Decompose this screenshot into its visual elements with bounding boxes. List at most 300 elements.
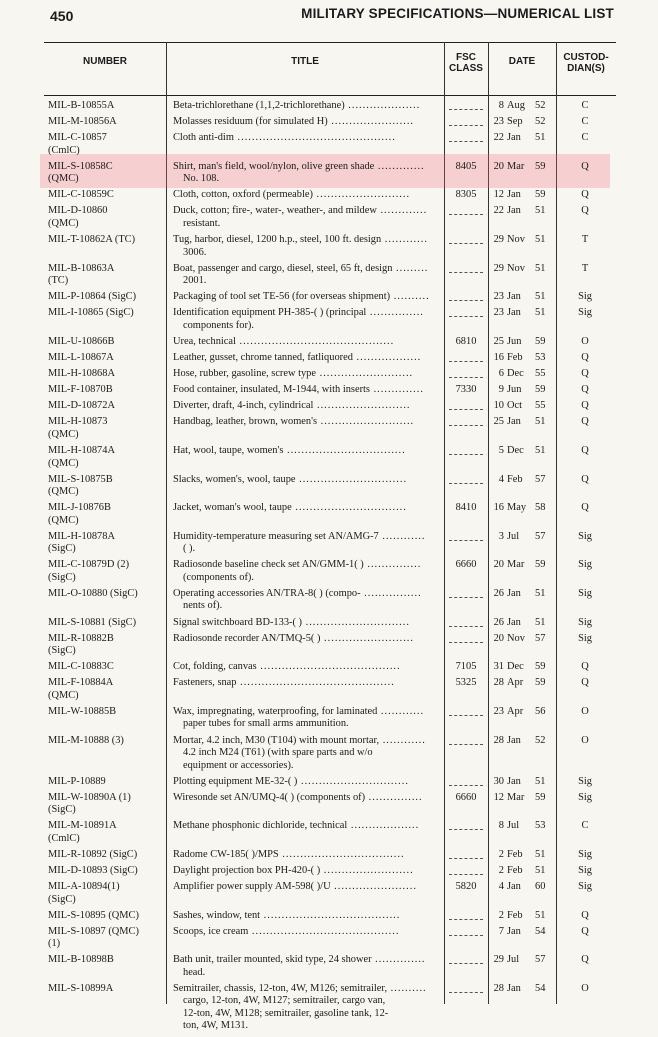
fsc-class bbox=[449, 474, 483, 484]
spec-number bbox=[48, 205, 164, 230]
spec-date bbox=[490, 234, 552, 247]
table-row bbox=[0, 706, 658, 735]
date-day: 10 bbox=[493, 400, 504, 412]
spec-number bbox=[48, 926, 164, 951]
spec-title bbox=[173, 881, 441, 894]
spec-number-line: (QMC) bbox=[48, 486, 79, 498]
leader-dots: ........................................... bbox=[236, 677, 395, 689]
table-row bbox=[0, 234, 658, 263]
leader-dots: .......................... bbox=[312, 189, 411, 201]
leader-dots: .............. bbox=[369, 384, 424, 396]
leader-dots: .......... bbox=[387, 982, 427, 994]
fsc-class bbox=[449, 531, 483, 541]
spec-title-text: Cloth anti-dim bbox=[173, 132, 234, 144]
date-month: Feb bbox=[507, 865, 523, 876]
spec-number bbox=[48, 588, 164, 601]
leader-dots: ............................... bbox=[291, 502, 407, 514]
spec-title-text: Daylight projection box PH-420-( ) bbox=[173, 865, 321, 876]
spec-number-line: MIL-S-10895 (QMC) bbox=[48, 909, 139, 921]
date-day: 23 bbox=[493, 116, 504, 128]
leader-dots: ................ bbox=[360, 587, 422, 599]
spec-title-text: (components of). bbox=[183, 571, 254, 583]
date-year: 54 bbox=[535, 982, 546, 994]
date-day: 4 bbox=[498, 881, 504, 893]
spec-date bbox=[490, 474, 552, 487]
spec-title-line bbox=[173, 205, 441, 218]
spec-title-text: Radiosonde recorder AN/TMQ-5( ) bbox=[173, 632, 321, 644]
date-year: 52 bbox=[535, 116, 546, 128]
custodian: O bbox=[581, 335, 589, 347]
table-row bbox=[0, 132, 658, 161]
spec-number-line: MIL-L-10867A bbox=[48, 352, 114, 364]
spec-number bbox=[48, 559, 164, 584]
spec-number-line: (QMC) bbox=[48, 173, 79, 185]
spec-title-line bbox=[173, 849, 441, 862]
spec-number-line: MIL-C-10859C bbox=[48, 189, 114, 201]
table-row bbox=[0, 400, 658, 416]
spec-number-line: (QMC) bbox=[48, 457, 79, 469]
date-month: Jan bbox=[507, 416, 521, 428]
leader-dots: ............... bbox=[366, 307, 424, 319]
table-row bbox=[0, 910, 658, 926]
leader-dots: ............... bbox=[363, 559, 422, 571]
fsc-class bbox=[449, 983, 483, 993]
spec-number-line: (SigC) bbox=[48, 543, 76, 555]
spec-number-line: (QMC) bbox=[48, 217, 79, 229]
spec-number-line: MIL-P-10889 bbox=[48, 775, 106, 787]
leader-dots: ............................. bbox=[302, 616, 410, 628]
date-day: 28 bbox=[493, 982, 504, 994]
custodian: Q bbox=[581, 189, 589, 201]
spec-number bbox=[48, 384, 164, 397]
fsc-class bbox=[449, 291, 483, 301]
date-year: 51 bbox=[535, 848, 546, 860]
date-year: 60 bbox=[535, 881, 546, 893]
leader-dots: ............... bbox=[365, 791, 423, 803]
custodian: Sig bbox=[578, 616, 592, 628]
spec-title-text: Jacket, woman's wool, taupe bbox=[173, 502, 292, 514]
date-year: 59 bbox=[535, 160, 546, 172]
table-row bbox=[0, 161, 658, 190]
date-day: 12 bbox=[493, 189, 504, 201]
spec-date bbox=[490, 983, 552, 996]
spec-number-line: (SigC) bbox=[48, 645, 76, 657]
fsc-class bbox=[449, 400, 483, 410]
fsc-class bbox=[449, 116, 483, 126]
spec-title-line bbox=[173, 910, 441, 923]
custodian: O bbox=[581, 982, 589, 994]
spec-title-line bbox=[173, 600, 441, 613]
leader-dots: .............................. bbox=[297, 775, 409, 787]
leader-dots: ......... bbox=[392, 262, 429, 274]
spec-title-line bbox=[173, 352, 441, 365]
fsc-class bbox=[449, 865, 483, 875]
spec-title-text: Tug, harbor, diesel, 1200 h.p., steel, 100 ft. design bbox=[173, 234, 382, 246]
date-year: 51 bbox=[535, 587, 546, 599]
spec-title-line bbox=[173, 559, 441, 572]
spec-number-line: MIL-F-10870B bbox=[48, 384, 113, 396]
spec-date bbox=[490, 735, 552, 748]
spec-title-text: paper tubes for small arms ammunition. bbox=[183, 718, 349, 730]
spec-number bbox=[48, 100, 164, 113]
fsc-class bbox=[449, 926, 483, 936]
date-month: Jan bbox=[507, 616, 521, 628]
spec-title-text: ton, 4W, M131. bbox=[183, 1020, 249, 1032]
spec-number bbox=[48, 189, 164, 202]
spec-title-text: Beta-trichlorethane (1,1,2-trichlorethane) bbox=[173, 100, 345, 111]
leader-dots: ............ bbox=[379, 734, 426, 746]
date-day: 16 bbox=[493, 352, 504, 364]
spec-title-line bbox=[173, 633, 441, 646]
spec-number-line: MIL-S-10875B bbox=[48, 473, 113, 485]
custodian: Sig bbox=[578, 559, 592, 571]
date-month: Feb bbox=[507, 473, 523, 485]
spec-title-text: Wiresonde set AN/UMQ-4( ) (components of) bbox=[173, 791, 366, 803]
date-year: 57 bbox=[535, 530, 546, 542]
date-year: 55 bbox=[535, 368, 546, 380]
table-row bbox=[0, 954, 658, 983]
spec-title bbox=[173, 502, 441, 515]
column-header-title: TITLE bbox=[291, 56, 319, 67]
table-row bbox=[0, 189, 658, 205]
date-day: 28 bbox=[493, 677, 504, 689]
spec-number bbox=[48, 617, 164, 630]
date-day: 9 bbox=[498, 384, 504, 396]
fsc-class bbox=[449, 849, 483, 859]
table-row bbox=[0, 205, 658, 234]
spec-number-line: (CmlC) bbox=[48, 144, 80, 156]
column-header-date: DATE bbox=[508, 56, 536, 67]
spec-number-line: MIL-U-10866B bbox=[48, 335, 115, 347]
spec-number-line: MIL-B-10863A bbox=[48, 262, 115, 274]
spec-title-line bbox=[173, 747, 441, 760]
spec-number bbox=[48, 502, 164, 527]
spec-title bbox=[173, 792, 441, 805]
spec-title-text: Semitrailer, chassis, 12-ton, 4W, M126; semitrailer, bbox=[173, 982, 388, 994]
date-year: 52 bbox=[535, 734, 546, 746]
spec-title bbox=[173, 291, 441, 304]
spec-title-line bbox=[173, 173, 441, 186]
column-header-number: NUMBER bbox=[83, 56, 127, 67]
spec-title-line bbox=[173, 1020, 441, 1033]
spec-title-line bbox=[173, 100, 441, 113]
spec-number-line: MIL-D-10872A bbox=[48, 400, 115, 412]
spec-title-line bbox=[173, 116, 441, 129]
date-day: 29 bbox=[493, 954, 504, 966]
table-row bbox=[0, 368, 658, 384]
spec-number bbox=[48, 865, 164, 878]
date-day: 26 bbox=[493, 587, 504, 599]
spec-title-line bbox=[173, 967, 441, 980]
fsc-class bbox=[449, 307, 483, 317]
table-row bbox=[0, 336, 658, 352]
spec-date bbox=[490, 132, 552, 145]
spec-title-text: Leather, gusset, chrome tanned, fatliquored bbox=[173, 352, 353, 364]
custodian: Q bbox=[581, 925, 589, 937]
date-month: Nov bbox=[507, 262, 525, 274]
date-month: Feb bbox=[507, 848, 523, 860]
spec-date bbox=[490, 205, 552, 218]
leader-dots: ............. bbox=[376, 205, 428, 217]
spec-title bbox=[173, 474, 441, 487]
spec-title-line bbox=[173, 445, 441, 458]
spec-title-line bbox=[173, 189, 441, 202]
table-row bbox=[0, 307, 658, 336]
spec-number-line: MIL-C-10879D (2) bbox=[48, 559, 130, 571]
custodian: C bbox=[581, 100, 589, 111]
fsc-class bbox=[449, 100, 483, 110]
date-month: Dec bbox=[507, 661, 524, 673]
spec-number-line: MIL-D-10860 bbox=[48, 205, 108, 217]
spec-title-text: 2001. bbox=[183, 275, 207, 287]
spec-title-line bbox=[173, 954, 441, 967]
spec-title-line bbox=[173, 368, 441, 381]
table-row bbox=[0, 588, 658, 617]
spec-title-line bbox=[173, 792, 441, 805]
fsc-class bbox=[449, 776, 483, 786]
date-day: 23 bbox=[493, 291, 504, 303]
spec-title bbox=[173, 706, 441, 731]
date-month: Nov bbox=[507, 234, 525, 246]
date-month: Jan bbox=[507, 132, 521, 144]
date-day: 20 bbox=[493, 160, 504, 172]
spec-number-line: MIL-O-10880 (SigC) bbox=[48, 587, 138, 599]
date-day: 31 bbox=[493, 661, 504, 673]
date-year: 55 bbox=[535, 400, 546, 412]
spec-title bbox=[173, 161, 441, 186]
spec-title bbox=[173, 849, 441, 862]
table-row bbox=[0, 531, 658, 560]
spec-title-line bbox=[173, 336, 441, 349]
table-row bbox=[0, 291, 658, 307]
custodian: C bbox=[581, 116, 589, 128]
date-month: Mar bbox=[507, 559, 525, 571]
spec-title-text: Plotting equipment ME-32-( ) bbox=[173, 775, 298, 787]
spec-number bbox=[48, 336, 164, 349]
table-row bbox=[0, 677, 658, 706]
spec-title-text: Food container, insulated, M-1944, with inserts bbox=[173, 384, 370, 396]
spec-title bbox=[173, 234, 441, 259]
table-top-rule bbox=[44, 42, 616, 43]
date-year: 51 bbox=[535, 234, 546, 246]
table-row bbox=[0, 633, 658, 662]
spec-number bbox=[48, 706, 164, 719]
custodian: Q bbox=[581, 909, 589, 921]
custodian: Q bbox=[581, 954, 589, 966]
spec-title-text: ( ). bbox=[183, 543, 196, 555]
date-day: 7 bbox=[498, 925, 504, 937]
spec-title-text: nents of). bbox=[183, 600, 223, 612]
date-day: 12 bbox=[493, 791, 504, 803]
date-day: 29 bbox=[493, 262, 504, 274]
spec-title-text: Diverter, draft, 4-inch, cylindrical bbox=[173, 400, 314, 412]
date-day: 25 bbox=[493, 335, 504, 347]
spec-title bbox=[173, 336, 441, 349]
spec-title bbox=[173, 307, 441, 332]
spec-number-line: MIL-P-10864 (SigC) bbox=[48, 291, 137, 303]
spec-date bbox=[490, 100, 552, 113]
date-day: 2 bbox=[498, 848, 504, 860]
date-month: Aug bbox=[507, 100, 525, 111]
spec-title-text: equipment or accessories). bbox=[183, 759, 294, 771]
custodian: C bbox=[581, 132, 589, 144]
spec-title bbox=[173, 983, 441, 1033]
custodian: Q bbox=[581, 205, 589, 217]
spec-date bbox=[490, 559, 552, 572]
date-day: 16 bbox=[493, 502, 504, 514]
spec-title-text: Operating accessories AN/TRA-8( ) (compo- bbox=[173, 587, 361, 599]
spec-title-text: Hat, wool, taupe, women's bbox=[173, 445, 284, 456]
fsc-class bbox=[449, 617, 483, 627]
date-year: 56 bbox=[535, 705, 546, 717]
spec-title-line bbox=[173, 735, 441, 748]
custodian: Q bbox=[581, 502, 589, 514]
spec-title-text: 3006. bbox=[183, 246, 207, 258]
spec-number-line: MIL-M-10888 (3) bbox=[48, 734, 124, 746]
spec-number-line: MIL-H-10878A bbox=[48, 530, 115, 542]
spec-date bbox=[490, 502, 552, 515]
spec-number-line: MIL-C-10883C bbox=[48, 661, 114, 673]
spec-number bbox=[48, 661, 164, 674]
spec-title-line bbox=[173, 416, 441, 429]
spec-date bbox=[490, 661, 552, 674]
spec-number-line: (SigC) bbox=[48, 571, 76, 583]
custodian: Q bbox=[581, 473, 589, 485]
fsc-class: 8410 bbox=[455, 502, 477, 514]
spec-title-text: resistant. bbox=[183, 217, 221, 229]
spec-number-line: (QMC) bbox=[48, 514, 79, 526]
spec-number-line: MIL-J-10876B bbox=[48, 502, 111, 514]
leader-dots: .................................. bbox=[278, 848, 405, 860]
spec-number-line: MIL-W-10885B bbox=[48, 705, 117, 717]
date-month: Feb bbox=[507, 352, 523, 364]
spec-title-text: Bath unit, trailer mounted, skid type, 24 shower bbox=[173, 954, 372, 966]
spec-title-text: Fasteners, snap bbox=[173, 677, 237, 689]
spec-title bbox=[173, 820, 441, 833]
custodian: Sig bbox=[578, 587, 592, 599]
spec-title bbox=[173, 661, 441, 674]
spec-title-line bbox=[173, 400, 441, 413]
date-day: 5 bbox=[498, 445, 504, 456]
date-month: Sep bbox=[507, 116, 523, 128]
leader-dots: ......................................... bbox=[248, 925, 400, 937]
spec-title-line bbox=[173, 132, 441, 145]
date-month: Jul bbox=[507, 820, 520, 832]
spec-title-text: No. 108. bbox=[183, 173, 220, 185]
spec-title-text: Sashes, window, tent bbox=[173, 909, 261, 921]
date-month: Jul bbox=[507, 530, 520, 542]
spec-title-line bbox=[173, 718, 441, 731]
leader-dots: ...................................... bbox=[260, 909, 401, 921]
fsc-class bbox=[449, 132, 483, 142]
spec-number-line: MIL-I-10865 (SigC) bbox=[48, 307, 134, 319]
leader-dots: ................... bbox=[347, 820, 420, 832]
custodian: Sig bbox=[578, 775, 592, 787]
spec-number bbox=[48, 954, 164, 967]
spec-title-line bbox=[173, 161, 441, 174]
fsc-class: 7330 bbox=[455, 384, 477, 396]
custodian: Sig bbox=[578, 791, 592, 803]
spec-number bbox=[48, 792, 164, 817]
date-year: 52 bbox=[535, 100, 546, 111]
fsc-class: 6660 bbox=[455, 791, 477, 803]
date-year: 59 bbox=[535, 384, 546, 396]
spec-number bbox=[48, 263, 164, 288]
spec-title bbox=[173, 588, 441, 613]
date-month: Mar bbox=[507, 791, 525, 803]
date-year: 51 bbox=[535, 775, 546, 787]
spec-title-text: head. bbox=[183, 966, 206, 978]
spec-date bbox=[490, 849, 552, 862]
custodian: Q bbox=[581, 445, 589, 456]
table-row bbox=[0, 983, 658, 1037]
spec-title bbox=[173, 633, 441, 646]
date-day: 8 bbox=[498, 100, 504, 111]
table-row bbox=[0, 820, 658, 849]
spec-title-line bbox=[173, 1008, 441, 1021]
custodian: Sig bbox=[578, 307, 592, 319]
spec-title-text: Cloth, cotton, oxford (permeable) bbox=[173, 189, 313, 201]
spec-title bbox=[173, 205, 441, 230]
spec-title-text: Duck, cotton; fire-, water-, weather-, and mildew bbox=[173, 205, 377, 217]
spec-number-line: MIL-B-10855A bbox=[48, 100, 115, 111]
date-day: 20 bbox=[493, 559, 504, 571]
spec-number bbox=[48, 633, 164, 658]
fsc-class: 5820 bbox=[455, 881, 477, 893]
date-month: Jan bbox=[507, 925, 521, 937]
spec-number bbox=[48, 352, 164, 365]
spec-title bbox=[173, 735, 441, 773]
date-day: 23 bbox=[493, 705, 504, 717]
date-year: 51 bbox=[535, 205, 546, 217]
spec-title-line bbox=[173, 926, 441, 939]
page-number: 450 bbox=[50, 8, 74, 24]
date-month: Dec bbox=[507, 445, 524, 456]
spec-number bbox=[48, 132, 164, 157]
spec-number bbox=[48, 910, 164, 923]
spec-number-line: MIL-A-10894(1) bbox=[48, 881, 120, 893]
custodian: Sig bbox=[578, 865, 592, 876]
spec-number-line: MIL-B-10898B bbox=[48, 954, 114, 966]
spec-title-text: Amplifier power supply AM-598( )/U bbox=[173, 881, 331, 893]
table-row bbox=[0, 792, 658, 821]
spec-title-line bbox=[173, 384, 441, 397]
date-year: 54 bbox=[535, 925, 546, 937]
date-day: 22 bbox=[493, 205, 504, 217]
spec-number bbox=[48, 445, 164, 470]
table-row bbox=[0, 416, 658, 445]
spec-title bbox=[173, 352, 441, 365]
spec-number bbox=[48, 234, 164, 247]
spec-number bbox=[48, 820, 164, 845]
table-row bbox=[0, 881, 658, 910]
spec-title-line bbox=[173, 661, 441, 674]
fsc-class: 5325 bbox=[455, 677, 477, 689]
fsc-class: 8305 bbox=[455, 189, 477, 201]
spec-title-line bbox=[173, 543, 441, 556]
spec-title-text: Identification equipment PH-385-( ) (principal bbox=[173, 307, 367, 319]
date-month: Jan bbox=[507, 734, 521, 746]
spec-number bbox=[48, 116, 164, 129]
spec-number-line: MIL-H-10873 bbox=[48, 416, 108, 428]
custodian: Sig bbox=[578, 530, 592, 542]
table-row bbox=[0, 776, 658, 792]
spec-title bbox=[173, 132, 441, 145]
spec-title bbox=[173, 400, 441, 413]
fsc-class: 7105 bbox=[455, 661, 477, 673]
table-row bbox=[0, 735, 658, 776]
spec-title bbox=[173, 677, 441, 690]
